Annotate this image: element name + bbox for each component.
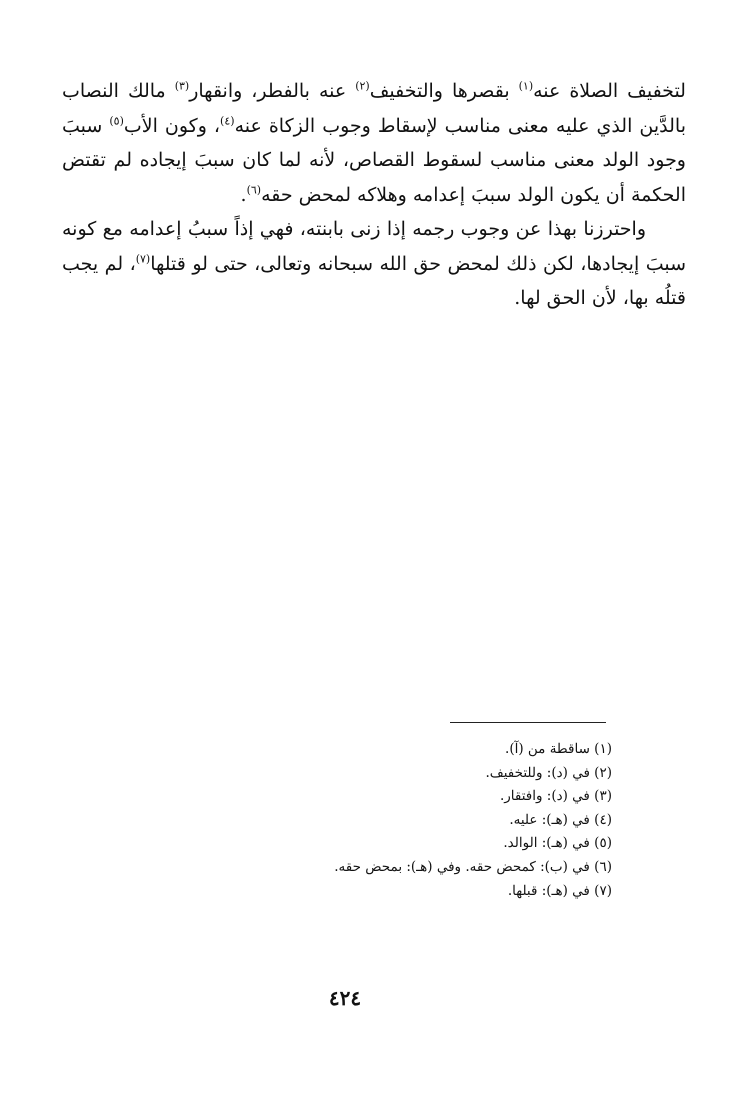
- text-segment: ، لم يجب قتلُه بها، لأن الحق لها.: [62, 252, 686, 309]
- text-segment: عنه بالفطر، وانقهار: [189, 80, 356, 102]
- footnote-separator: [450, 722, 606, 723]
- footnote: (٢) في (د): وللتخفيف.: [485, 764, 612, 781]
- page-number: ٤٢٤: [328, 986, 362, 1010]
- paragraph: [62, 212, 686, 316]
- footnote-marker: (٦): [246, 183, 262, 197]
- footnote-marker: (٤): [220, 114, 235, 128]
- footnote: (٦) في (ب): كمحض حقه. وفي (هـ): بمحض حقه.: [334, 858, 612, 875]
- footnote-marker: (٢): [355, 79, 370, 93]
- footnote-marker: (٣): [174, 79, 190, 93]
- footnote: (٤) في (هـ): عليه.: [509, 811, 612, 828]
- footnote-marker: (١): [518, 79, 534, 93]
- paragraph: [62, 74, 686, 212]
- text-segment: مالك النصاب بالدَّين الذي عليه معنى مناسب لإسقاط وجوب الزكاة عنه: [62, 80, 686, 137]
- main-text: [62, 74, 686, 316]
- text-segment: واحترزنا بهذا عن وجوب رجمه إذا زنى بابنته، فهي إذاً سببُ إعدامه مع كونه سببَ إيجادها، لكن ذلك لمحض حق الله سبحانه وتعالى، حتى لو قتلها: [62, 218, 687, 275]
- footnote: (٥) في (هـ): الوالد.: [503, 835, 612, 852]
- footnote-marker: (٥): [109, 114, 124, 128]
- text-segment: بقصرها والتخفيف: [369, 80, 519, 102]
- footnote-marker: (٧): [135, 252, 151, 266]
- text-segment: ، وكون الأب: [123, 114, 221, 137]
- text-segment: لتخفيف الصلاة عنه: [533, 80, 686, 102]
- footnotes-list: [152, 738, 612, 903]
- text-segment: .: [240, 183, 247, 206]
- footnote: (٧) في (هـ): قبلها.: [507, 882, 612, 899]
- text-segment: سببَ وجود الولد معنى مناسب لسقوط القصاص، لأنه لما كان سببَ إيجاده لم تقتض الحكمة أن يكون الولد سببَ إعدامه وهلاكه لمحض حقه: [62, 114, 686, 206]
- footnote: (١) ساقطة من (آ).: [505, 741, 612, 757]
- footnote: (٣) في (د): وافتقار.: [499, 788, 612, 805]
